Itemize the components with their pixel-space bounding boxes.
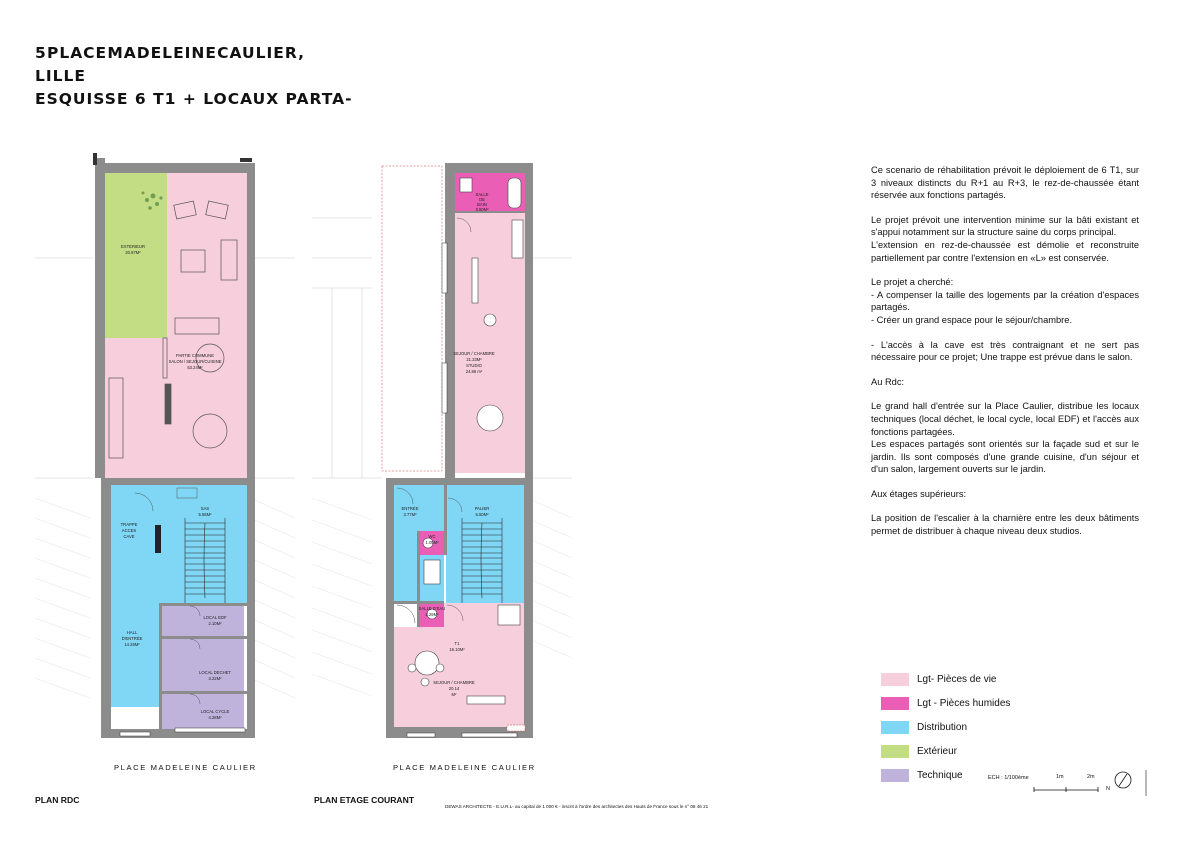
legend-swatch <box>881 673 909 686</box>
label-sejour-top-area: 21.33M² <box>466 357 482 362</box>
legend-swatch <box>881 769 909 782</box>
label-wc-area: 1.05M² <box>425 540 439 545</box>
legend-swatch <box>881 697 909 710</box>
label-sejour-bottom: SEJOUR / CHAMBRE <box>433 680 475 685</box>
legend-item <box>881 745 1081 761</box>
legend-label: Lgt- Pièces de vie <box>917 674 997 685</box>
title-word: CAULIER, <box>217 44 305 62</box>
scale-label: ECH : 1/100ème <box>988 775 1029 781</box>
title-line-3: ESQUISSE 6 T1 + LOCAUX PARTA- <box>35 90 353 108</box>
label-sdb-2: DE <box>479 197 485 202</box>
desc-paragraph: L'extension en rez-de-chaussée est démolie et reconstruite partiellement par contre l'extension en «L» est conservée. <box>871 239 1139 263</box>
label-sejour-bottom-unit: M² <box>451 692 457 697</box>
room-local-edf <box>162 606 244 636</box>
desc-paragraph: Le projet prévoit une intervention minime sur la bâti existant et s'appui notamment sur la structure saine du corps principal. <box>871 214 1139 238</box>
label-sejour-top: SEJOUR / CHAMBRE <box>453 351 495 356</box>
room-common-living <box>167 173 247 338</box>
label-hall: HALL <box>126 630 138 635</box>
desc-paragraph: - Créer un grand espace pour le séjour/chambre. <box>871 314 1073 325</box>
legend-label: Technique <box>917 770 963 781</box>
scale-bar <box>988 770 1148 800</box>
label-trappe-3: CAVE <box>123 534 135 539</box>
label-local-dechet-area: 3.22M² <box>208 676 222 681</box>
plan-rdc <box>35 148 295 748</box>
label-salle-eau-area: 2.29M² <box>425 612 439 617</box>
legend-item <box>881 721 1081 737</box>
legend-label: Extérieur <box>917 746 958 757</box>
legend-item <box>881 697 1081 713</box>
desc-paragraph: La position de l'escalier à la charnière entre les deux bâtiments permet de distribuer à chaque niveau deux studios. <box>871 513 1139 537</box>
label-palier: PALIER <box>474 506 490 511</box>
desc-paragraph: Le grand hall d'entrée sur la Place Caulier, distribue les locaux techniques (local déchet, le local cycle, local EDF) et l'accès aux fonctions partagées. <box>871 401 1139 437</box>
title-word: PLACE <box>46 44 108 62</box>
legend-label: Distribution <box>917 722 968 733</box>
label-salle-eau: SALLE D'EAU <box>418 606 446 611</box>
north-label: N <box>1106 786 1110 792</box>
project-description <box>871 164 1139 550</box>
plan-rdc-label: PLAN RDC <box>35 795 80 805</box>
project-title <box>35 42 353 111</box>
desc-heading: Au Rdc: <box>871 376 905 387</box>
title-word: 5 <box>35 44 47 62</box>
label-exterior-area: 20.87M² <box>125 250 141 255</box>
label-trappe-2: ACCES <box>121 528 137 533</box>
legend-swatch <box>881 745 909 758</box>
label-local-edf-area: 2.10M² <box>208 621 222 626</box>
label-sdb-3: BAIN <box>477 202 487 207</box>
label-trappe: TRAPPE <box>120 522 138 527</box>
legend-label: Lgt - Pièces humides <box>917 698 1011 709</box>
label-sas-area: 5.55M² <box>198 512 212 517</box>
label-local-dechet: LOCAL DECHET <box>199 670 231 675</box>
label-hall-area: 14.26M² <box>124 642 140 647</box>
label-studio: STUDIO <box>466 363 482 368</box>
label-t1: T1 <box>454 641 460 646</box>
desc-paragraph: - A compenser la taille des logements par la création d'espaces partagés. <box>871 289 1139 313</box>
legend-item <box>881 673 1081 689</box>
label-sdb: SALLE <box>475 192 489 197</box>
label-entree: ENTRÉE <box>401 506 419 511</box>
label-common-type: SALON / SEJOUR/CUISINE <box>168 359 222 364</box>
title-line-2: LILLE <box>35 67 86 85</box>
label-sejour-bottom-area: 20.14 <box>448 686 460 691</box>
plan-etage <box>312 148 572 748</box>
title-line-1 <box>35 42 305 65</box>
label-sdb-area: 3.50M² <box>475 207 489 212</box>
desc-heading: Aux étages supérieurs: <box>871 488 967 499</box>
scale-2m: 2m <box>1087 774 1095 780</box>
legend-swatch <box>881 721 909 734</box>
desc-paragraph: - L'accès à la cave est très contraignant et ne sert pas nécessaire pour ce projet; Une trappe est prévue dans le salon. <box>871 339 1139 363</box>
label-common-area: 53.24M² <box>187 365 203 370</box>
label-studio-area: 24.86 m² <box>465 369 483 374</box>
label-wc: WC <box>428 534 436 539</box>
room-palier <box>446 485 524 603</box>
scale-1m: 1m <box>1056 774 1064 780</box>
label-local-cycle-area: 4.28M² <box>208 715 222 720</box>
label-exterior: EXTERIEUR <box>121 244 145 249</box>
label-common: PARTIE COMMUNE <box>175 353 215 358</box>
architect-footer: DEWAS ARCHITECTE - E.U.R.L- au capital de 1 000 € - inscrit à l'ordre des architectes des Hauts de France sous le n° 08 46 21 <box>445 804 709 809</box>
street-label-etage: PLACE MADELEINE CAULIER <box>393 763 536 772</box>
label-local-cycle: LOCAL CYCLE <box>200 709 230 714</box>
desc-paragraph: Ce scenario de réhabilitation prévoit le déploiement de 6 T1, sur 3 niveaux distincts du R+1 au R+3, le rez-de-chaussée étant réservée aux fonctions partagés. <box>871 165 1139 201</box>
label-entree-area: 3.77M² <box>403 512 417 517</box>
plan-etage-label: PLAN ETAGE COURANT <box>314 795 415 805</box>
desc-paragraph: Les espaces partagés sont orientés sur la façade sud et sur le jardin. Ils sont composés d'une grande cuisine, d'un séjour et d'un salon, largement ouverts sur le jardin. <box>871 439 1139 475</box>
street-label-rdc: PLACE MADELEINE CAULIER <box>114 763 257 772</box>
label-local-edf: LOCAL EDF <box>203 615 227 620</box>
room-stairwell <box>159 485 247 603</box>
title-word: MADELEINE <box>107 44 217 62</box>
room-hall <box>111 485 159 707</box>
room-exterior <box>105 173 167 338</box>
label-t1-area: 16.10M² <box>449 647 465 652</box>
room-local-dechet <box>162 639 244 691</box>
label-hall-sub: D'ENTRÉE <box>121 636 143 641</box>
label-palier-area: 5.50M² <box>475 512 489 517</box>
label-sas: SAS <box>200 506 210 511</box>
desc-paragraph: Le projet a cherché: <box>871 277 954 288</box>
